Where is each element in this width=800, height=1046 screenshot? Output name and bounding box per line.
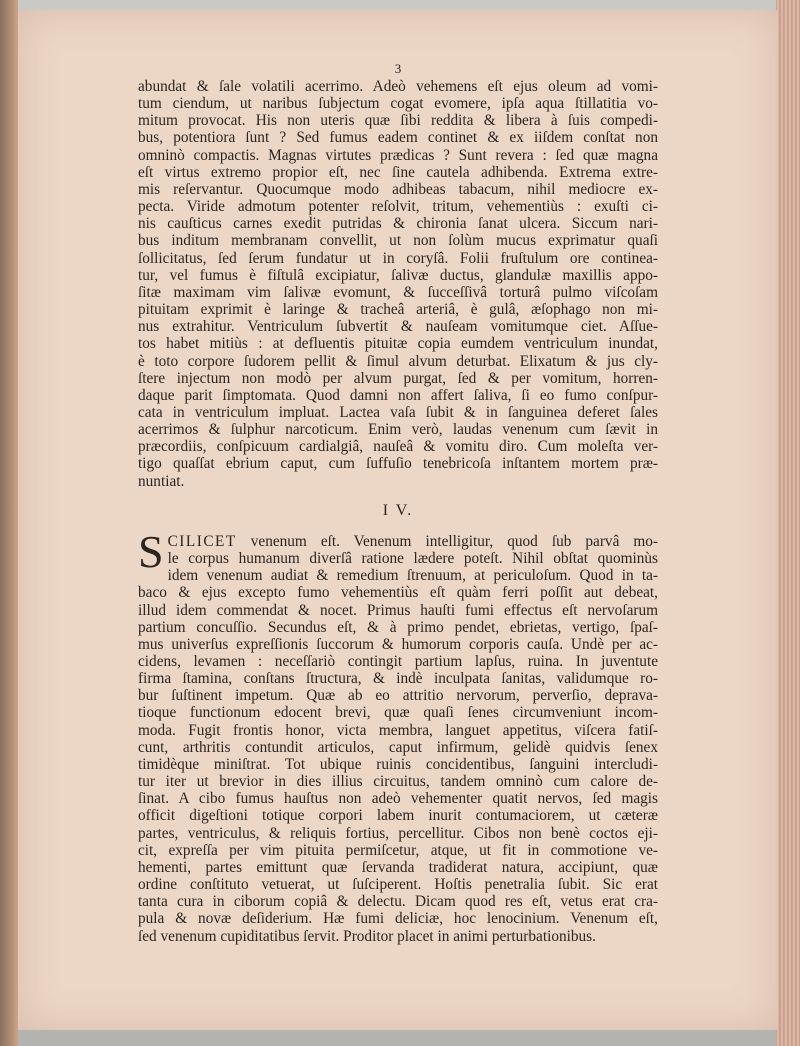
text-line: pula & novæ deſiderium. Hæ fumi deliciæ, hoc lenocinium. Venenum eſt, xyxy=(138,910,658,928)
text-line: bus, potentiora ſunt ? Sed fumus eadem continet & ex iiſdem conſtat non xyxy=(138,129,658,147)
text-line: tanta cura in ciborum copiâ & delectu. Dicam quod res eſt, vetus erat cra- xyxy=(138,893,658,911)
text-line: tos habet mitiùs : at defluentis pituitæ copia eumdem ventriculum inundat, xyxy=(138,335,658,353)
text-line: pecta. Viride admotum potenter reſolvit, tritum, vehementiùs : exuſti ci- xyxy=(138,198,658,216)
text-line: officit digeſtioni totique corpori labem inurit contumaciorem, ut cæteræ xyxy=(138,807,658,825)
drop-cap-letter: S xyxy=(138,525,164,577)
text-line: mis reſervantur. Quocumque modo adhibeas tabacum, nihil mediocre ex- xyxy=(138,180,658,198)
text-line: ſitæ maximam vim ſalivæ evomunt, & ſucceſſivâ torturâ pulmo viſcoſam xyxy=(138,283,658,301)
text-line xyxy=(138,533,658,550)
text-line: timidèque miniſtrat. Tot ubique ruinis concidentibus, ſanguini intercludi- xyxy=(138,755,658,773)
text-line: nus extrahitur. Ventriculum ſubvertit & nauſeam vomitumque ciet. Aſſue- xyxy=(138,318,658,336)
text-line: nis cauſticus carnes exedit putridas & chironia ſanat ulcera. Siccum nari- xyxy=(138,215,658,233)
text-line: nuntiat. xyxy=(138,472,185,490)
paragraph-section-4 xyxy=(138,525,659,945)
text-line: tur, vel fumus è fiſtulâ excipiatur, ſalivæ ductus, glandulæ maxillis appo- xyxy=(138,266,658,284)
text-line: cata in ventriculum impluat. Lactea vaſa ſubit & in ſanguinea deferet ſales xyxy=(138,403,658,421)
text-line: mus univerſus expreſſionis ſuccorum & humorum corporis cauſa. Undè per ac- xyxy=(138,635,658,653)
text-line: baco & ejus excepto fumo vehementiùs eſt quàm ferri poſſit aut debeat, xyxy=(138,584,658,602)
text-line: ſed venenum cupiditatibus ſervit. Proditor placet in animi perturbationibus. xyxy=(138,927,596,945)
text-line: acerrimos & ſulphur narcoticum. Enim verò, laudas venenum cum ſævit in xyxy=(138,421,658,439)
text-line: cit, expreſſa per vim pituita permiſcetur, atque, ut fit in commotione ve- xyxy=(138,841,658,859)
text-line: partium concuſſio. Secundus eſt, & à primo pendet, ebrietas, vertigo, ſpaſ- xyxy=(138,618,658,636)
text-line: hementi, partes emittunt quæ ſervanda tradiderat natura, accipiunt, quæ xyxy=(138,858,658,876)
text-line: ſtere injectum non modò per alvum purgat, ſed & per vomitum, horren- xyxy=(138,369,658,387)
page-edges-stack xyxy=(776,0,800,1046)
text-line: mitum provocat. His non uteris quæ ſibi reddita & libera à ſuis compedi- xyxy=(138,112,658,130)
text-line: bur ſuſtinent impetum. Quæ ab eo attritio nervorum, perverſio, deprava- xyxy=(138,687,658,705)
text-line: eſt virtus extremo propior eſt, nec ſine cautela adhibenda. Extrema extre- xyxy=(138,163,658,181)
page-text-block xyxy=(138,62,658,945)
text-line: daque parit ſimptomata. Quod damni non affert ſaliva, ſi eo fumo conſpur- xyxy=(138,386,658,404)
text-line: è toto corpore ſudorem pellit & ſimul alvum deturbat. Elixatum & jus cly- xyxy=(138,352,658,370)
text-line: tigo quaſſat ebrium caput, cum ſuffuſio tenebricoſa inſtantem mortem præ- xyxy=(138,455,658,473)
section-heading-iv: I V. xyxy=(382,501,414,519)
text-line: ordine conſtituto vetuerat, ut ſuſciperent. Hoſtis penetralia ſubit. Sic erat xyxy=(138,876,658,894)
text-line: abundat & ſale volatili acerrimo. Adeò vehemens eſt ejus oleum ad vomi- xyxy=(138,78,658,95)
text-line: ſinat. A cibo fumus hauſtus non adeò vehementer quatit nervos, ſed magis xyxy=(138,790,658,808)
text-line: firma ſtamina, conſtans ſtructura, & indè inculpata ſanitas, validumque ro- xyxy=(138,670,658,688)
text-line: illud idem commendat & nocet. Primus hauſti fumi effectus eſt nervoſarum xyxy=(138,601,658,619)
text-line: cunt, arthritis contundit articulos, caput infirmum, gelidè quidvis ſenex xyxy=(138,738,658,756)
text-line: ſollicitatus, ſed ſerum fundatur ut in coryſâ. Folii fruſtulum ore continea- xyxy=(138,249,658,267)
text-line: le corpus humanum diverſâ ratione lædere poteſt. Nihil obſtat quominùs xyxy=(167,550,658,568)
text-line: moda. Fugit frontis honor, victa membra, languet appetitus, viſcera fatiſ- xyxy=(138,721,658,739)
opening-word: CILICET xyxy=(167,532,237,550)
book-page xyxy=(18,10,778,1030)
text-line: omninò compactis. Magnas virtutes prædicas ? Sunt revera : ſed quæ magna xyxy=(138,146,658,164)
page-number: 3 xyxy=(394,61,402,76)
book-binding-edge xyxy=(0,0,18,1046)
paragraph-section-3-continuation xyxy=(138,78,658,490)
text-line: præcordiis, conſpicuum cardialgiâ, nauſeâ & vomitu diro. Cum moleſta ver- xyxy=(138,438,658,456)
text-line: tum ciendum, ut naribus ſubjectum cogat evomere, ipſa aqua ſtillatitia vo- xyxy=(138,95,658,113)
first-line-rest: venenum eſt. Venenum intelligitur, quod ſub parvâ mo- xyxy=(250,532,659,550)
text-line: idem venenum audiat & remedium ſtrenuum, at periculoſum. Quod in ta- xyxy=(167,567,658,585)
text-line: tioque functionum edocent brevi, quæ quaſi ſenes circumveniunt incom- xyxy=(138,704,658,722)
text-line: tur iter ut brevior in dies illius circuitus, tandem omninò cum calore de- xyxy=(138,773,658,791)
text-line: partes, ventriculus, & reliquis fortius, percellitur. Cibos non benè coctos eji- xyxy=(138,824,658,842)
text-line: bus inditum membranam convellit, ut non ſolùm mucus exprimatur quaſi xyxy=(138,232,658,250)
text-line: pituitam exprimit è laringe & tracheâ arteriâ, è gulâ, æſophago non mi- xyxy=(138,301,658,319)
text-line: cidens, levamen : neceſſariò contingit partium lapſus, ruina. In juventute xyxy=(138,653,658,670)
